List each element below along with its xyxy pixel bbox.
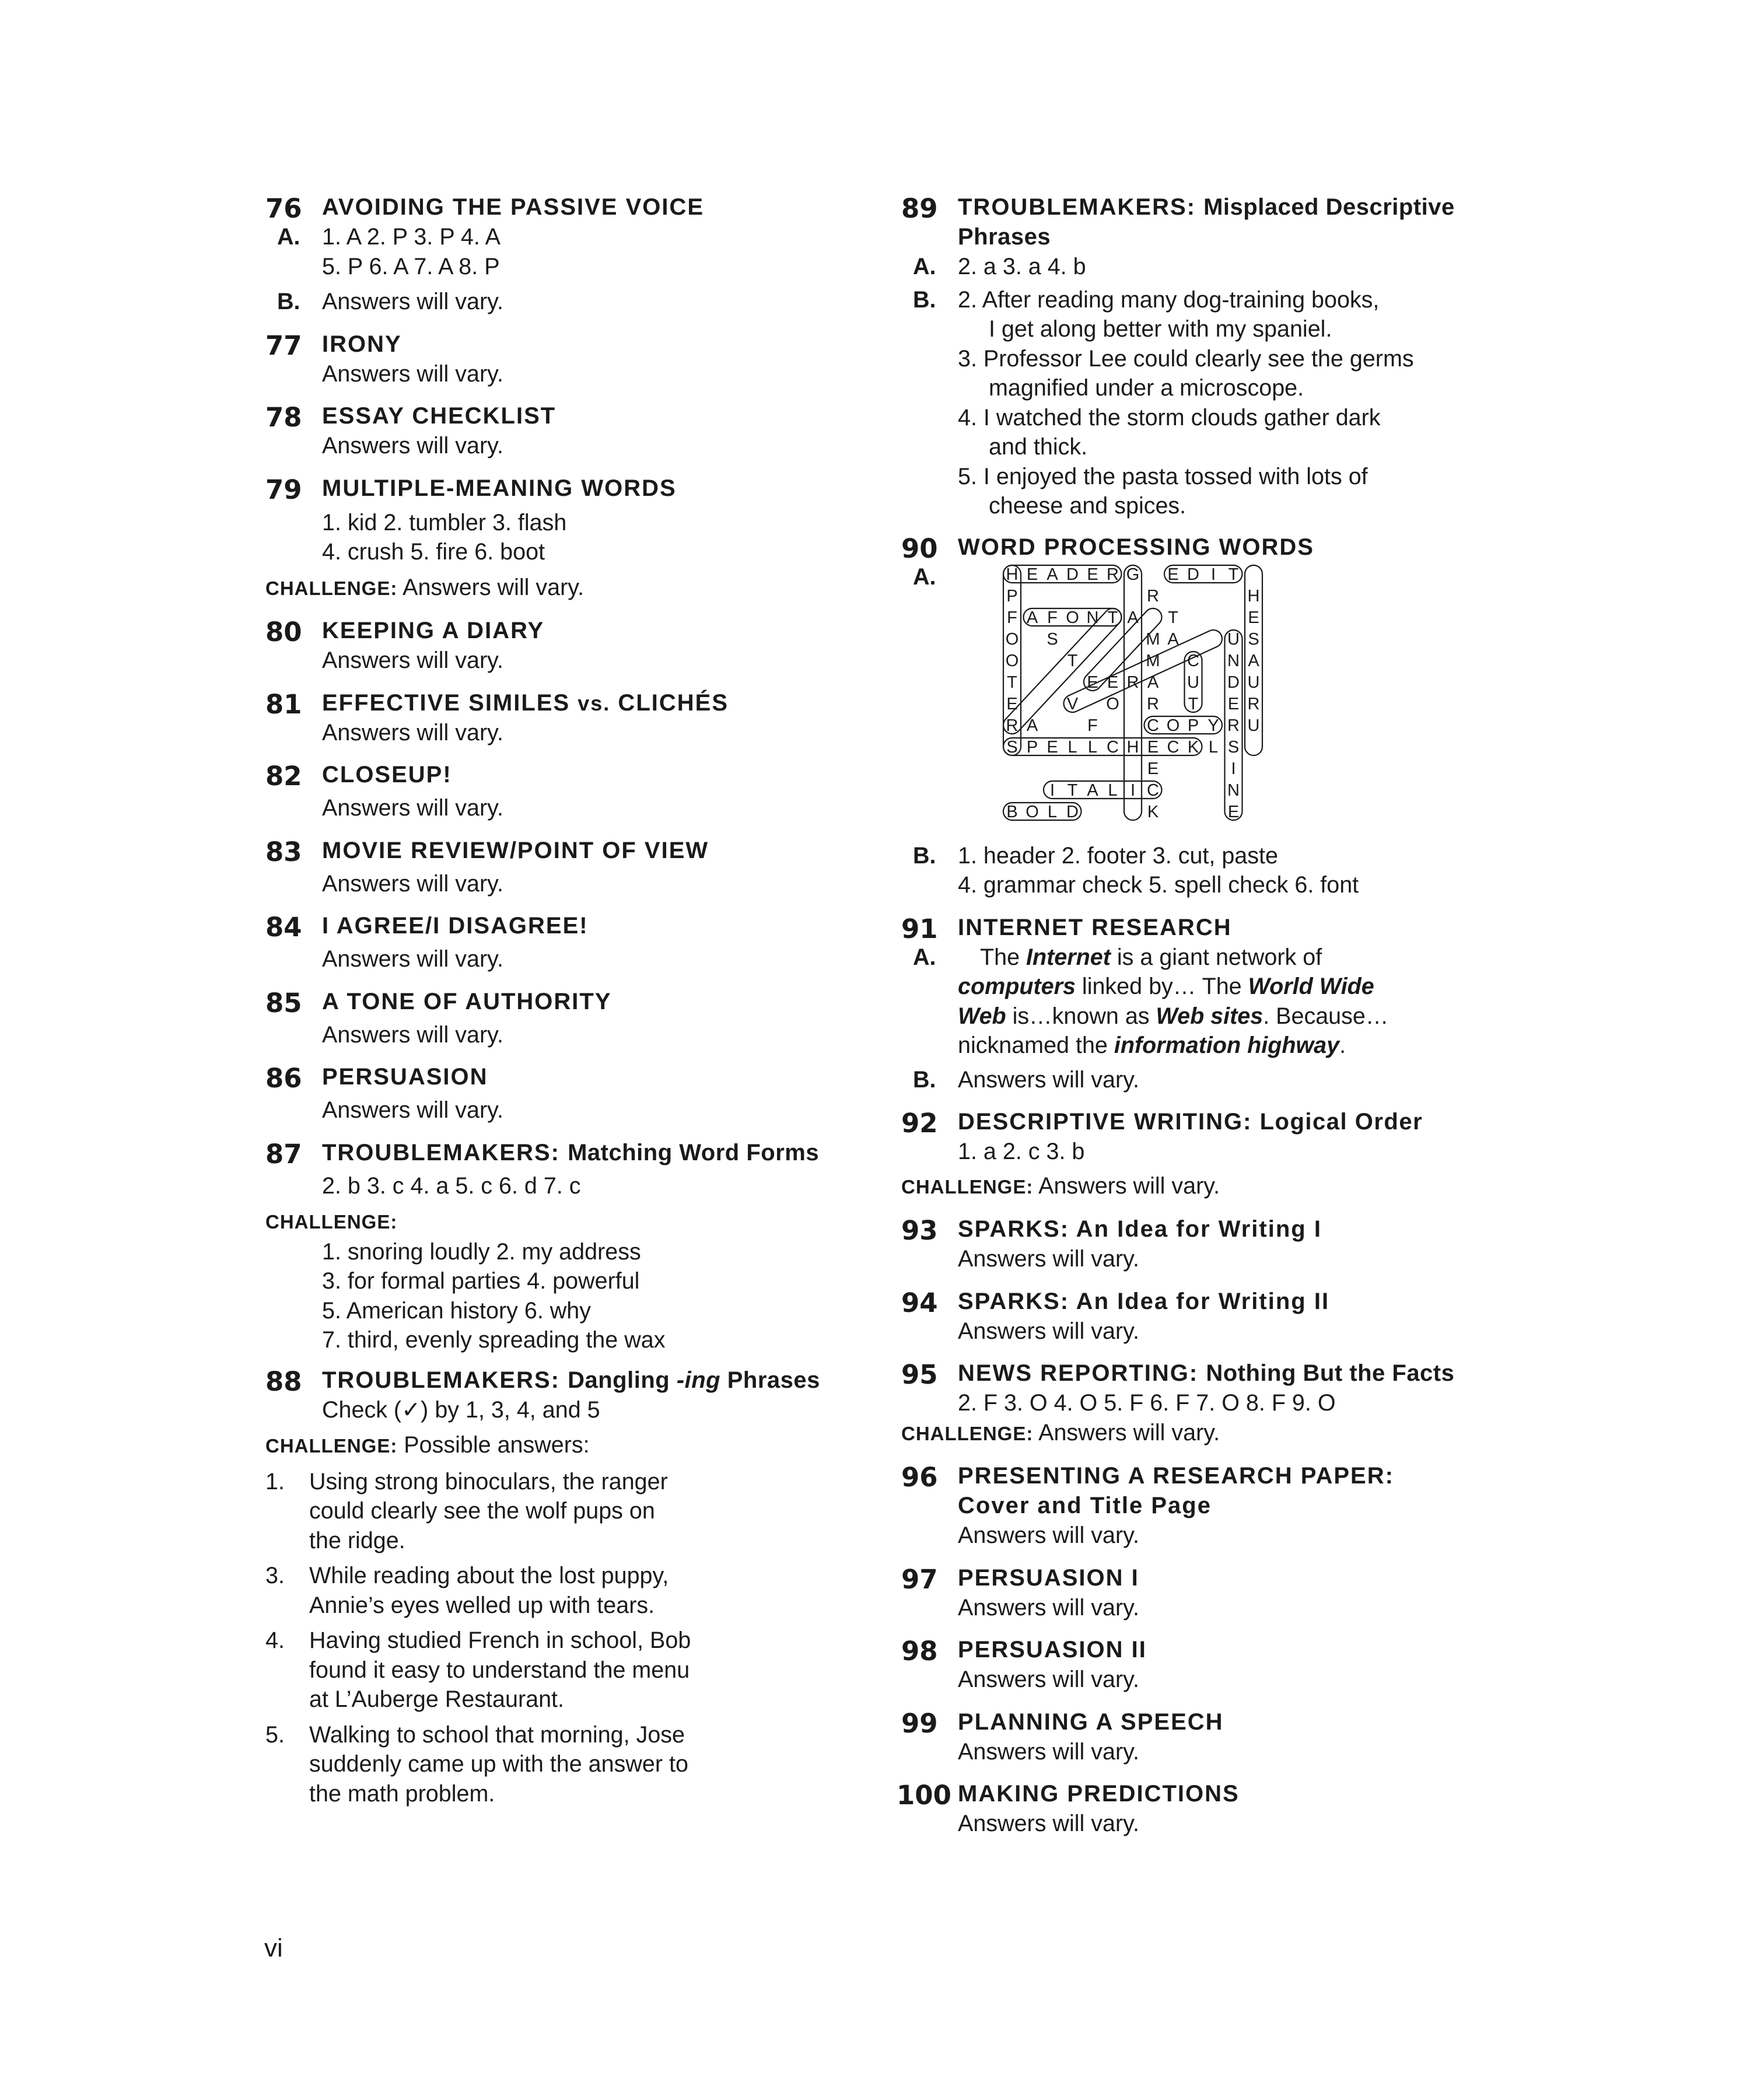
entry-title: AVOIDING THE PASSIVE VOICE <box>322 194 705 220</box>
answer-line: Answers will vary. <box>322 1097 503 1123</box>
entry-title: PRESENTING A RESEARCH PAPER: <box>958 1463 1394 1489</box>
grid-letter: D <box>1227 673 1240 692</box>
grid-letter: T <box>1168 608 1178 627</box>
grid-letter: R <box>1107 565 1119 584</box>
grid-letter: K <box>1187 737 1199 757</box>
answer-line: Answers will vary. <box>958 1738 1139 1765</box>
grid-letter: T <box>1007 673 1017 692</box>
answer-line: 2. b 3. c 4. a 5. c 6. d 7. c <box>322 1172 581 1199</box>
entry-title: SPARKS: An Idea for Writing I <box>958 1216 1322 1242</box>
grid-letter: S <box>1006 737 1018 757</box>
grid-letter: L <box>1047 802 1058 821</box>
grid-letter: E <box>1227 802 1240 821</box>
answer-line: 4. I watched the storm clouds gather dark <box>958 404 1381 430</box>
entry-number: 92 <box>901 1108 938 1139</box>
entry-94 <box>901 1287 1514 1346</box>
entry-title: EFFECTIVE SIMILES vs. CLICHÉS <box>322 690 729 716</box>
grid-letter: T <box>1067 780 1078 800</box>
grid-letter: F <box>1087 716 1098 735</box>
answer-line: 1. kid 2. tumbler 3. flash <box>322 509 567 536</box>
grid-letter: R <box>1147 694 1159 713</box>
answer-line: Answers will vary. <box>958 1246 1139 1272</box>
grid-letter: C <box>1107 737 1119 757</box>
grid-letter: R <box>1227 716 1240 735</box>
entry-number: 78 <box>265 402 302 433</box>
grid-letter: F <box>1047 608 1058 627</box>
entry-number: 86 <box>265 1063 302 1094</box>
answer-paragraph: computers linked by… The World Wide <box>958 974 1374 999</box>
entry-number: 83 <box>265 836 302 867</box>
answer-line: B. Answers will vary. <box>913 1066 1139 1093</box>
entry-number: 76 <box>265 193 302 224</box>
grid-letter: F <box>1007 608 1017 627</box>
entry-98 <box>901 1635 1514 1695</box>
entry-number: 79 <box>265 474 302 505</box>
grid-letter: H <box>1126 737 1139 757</box>
grid-letter: E <box>1087 565 1098 584</box>
grid-letter: I <box>1049 780 1055 800</box>
grid-letter: P <box>1026 737 1038 757</box>
entry-number: 88 <box>265 1366 302 1397</box>
grid-letter: O <box>1005 629 1019 649</box>
entry-title: DESCRIPTIVE WRITING: Logical Order <box>958 1109 1423 1135</box>
entry-title: TROUBLEMAKERS: Matching Word Forms <box>322 1139 820 1166</box>
answer-line: 5. P 6. A 7. A 8. P <box>322 253 500 279</box>
grid-letter: L <box>1087 737 1098 757</box>
grid-letter: R <box>1247 694 1260 713</box>
right-column <box>897 192 1514 1839</box>
entry-86 <box>265 1062 895 1125</box>
answer-line: 4. crush 5. fire 6. boot <box>322 539 545 565</box>
grid-letter: K <box>1147 802 1159 821</box>
word-search-puzzle <box>1002 562 1264 836</box>
answer-paragraph: nicknamed the information highway. <box>958 1032 1346 1058</box>
grid-letter: O <box>1026 802 1039 821</box>
grid-letter: V <box>1066 694 1079 713</box>
answer-line: Answers will vary. <box>958 1522 1139 1548</box>
entry-76 <box>265 192 895 317</box>
answer-line: Answers will vary. <box>322 1021 503 1048</box>
grid-letter: O <box>1066 608 1079 627</box>
challenge-line: CHALLENGE: <box>265 1211 398 1233</box>
answer-line: cheese and spices. <box>989 493 1186 519</box>
answer-line: Check (✓) by 1, 3, 4, and 5 <box>322 1396 600 1423</box>
answer-line: Answers will vary. <box>322 795 503 821</box>
grid-letter: L <box>1208 737 1219 757</box>
grid-letter: I <box>1231 759 1236 778</box>
answer-line: B. Answers will vary. <box>277 289 503 314</box>
grid-letter: E <box>1087 673 1098 692</box>
entry-91 <box>901 913 1514 1095</box>
challenge-line: CHALLENGE: Answers will vary. <box>901 1172 1220 1199</box>
grid-letter: A <box>1248 651 1259 670</box>
answer-line: 3. for formal parties 4. powerful <box>322 1268 640 1294</box>
grid-letter: U <box>1247 673 1260 692</box>
grid-letter: S <box>1046 629 1058 649</box>
entry-title: MOVIE REVIEW/POINT OF VIEW <box>322 837 709 863</box>
answer-line: Answers will vary. <box>958 1667 1139 1692</box>
entry-number: 97 <box>901 1563 938 1595</box>
answer-line: 3. Professor Lee could clearly see the germs <box>958 345 1414 372</box>
grid-letter: E <box>1006 694 1018 713</box>
grid-letter: G <box>1126 565 1140 584</box>
entry-title: WORD PROCESSING WORDS <box>958 534 1314 560</box>
grid-letter: R <box>1126 673 1139 692</box>
entry-number: 82 <box>265 761 302 792</box>
entry-77 <box>265 330 895 389</box>
entry-number: 98 <box>901 1636 938 1667</box>
answer-line: I get along better with my spaniel. <box>989 316 1332 342</box>
entry-84 <box>265 911 895 974</box>
answer-line: A. 2. a 3. a 4. b <box>913 254 1086 279</box>
entry-number: 84 <box>265 912 302 943</box>
entry-title-line2: Phrases <box>958 224 1051 250</box>
grid-letter: N <box>1227 651 1240 670</box>
answer-line: Answers will vary. <box>322 870 503 897</box>
entry-title-line2: Cover and Title Page <box>958 1493 1212 1518</box>
grid-letter: A <box>1127 608 1139 627</box>
grid-letter: E <box>1046 737 1058 757</box>
grid-letter: L <box>1068 737 1077 757</box>
challenge-line: CHALLENGE: Answers will vary. <box>901 1419 1220 1446</box>
answer-paragraph: A. The Internet is a giant network of <box>913 944 1322 970</box>
grid-letter: O <box>1166 716 1180 735</box>
grid-letter: U <box>1227 629 1240 649</box>
grid-letter: T <box>1107 608 1118 627</box>
entry-number: 85 <box>265 987 302 1019</box>
grid-letter: T <box>1067 651 1078 670</box>
entry-number: 90 <box>901 533 938 564</box>
grid-letter: I <box>1210 565 1216 584</box>
grid-letter: O <box>1106 694 1119 713</box>
grid-letter: A <box>1026 608 1038 627</box>
entry-83 <box>265 836 895 899</box>
grid-letter: I <box>1130 780 1136 800</box>
entry-number: 80 <box>265 617 302 648</box>
entry-number: 99 <box>901 1707 938 1739</box>
grid-letter: D <box>1066 565 1079 584</box>
grid-letter: Y <box>1208 716 1219 735</box>
entry-title: KEEPING A DIARY <box>322 618 545 643</box>
grid-letter: A <box>1167 629 1179 649</box>
grid-letter: A <box>1147 673 1159 692</box>
answer-line: Answers will vary. <box>958 1811 1139 1836</box>
grid-letter: E <box>1026 565 1038 584</box>
grid-letter: S <box>1248 629 1259 649</box>
answer-line: 5. I enjoyed the pasta tossed with lots of <box>958 463 1368 489</box>
word-loop <box>1002 604 1125 737</box>
entry-number: 91 <box>901 913 938 944</box>
list-item: 3. While reading about the lost puppy, Annie’s eyes welled up with tears. <box>265 1563 669 1618</box>
entry-90: 90 WORD PROCESSING WORDS A. H E A D E R G E D I T P R H F A F O N T A T E O S M A U S O T M C N A T E E R A U D U E V O R T E R R A F C O P Y R U S P E L L C H E C K L S E I I T A L I C N B O L D K E B. 1. header 2. footer 3. cut, paste 4. grammar check 5. spell check 6. font <box>901 533 1514 900</box>
page-number: vi <box>264 1934 283 1962</box>
entry-title: A TONE OF AUTHORITY <box>322 988 612 1014</box>
grid-letter: M <box>1146 629 1160 649</box>
challenge-line: CHALLENGE: Possible answers: <box>265 1432 590 1458</box>
grid-letter: A <box>1026 716 1038 735</box>
entry-title: NEWS REPORTING: Nothing But the Facts <box>958 1360 1455 1386</box>
entry-number: 93 <box>901 1215 938 1246</box>
grid-letter: U <box>1247 716 1260 735</box>
grid-letter: E <box>1107 673 1119 692</box>
grid-letter: U <box>1187 673 1199 692</box>
entry-title: PERSUASION <box>322 1064 488 1090</box>
list-item: 1. Using strong binoculars, the ranger could clearly see the wolf pups on the ridge. <box>265 1468 668 1553</box>
list-item: 5. Walking to school that morning, Jose suddenly came up with the answer to the math problem. <box>265 1721 688 1807</box>
entry-87 <box>265 1138 895 1355</box>
grid-letter: E <box>1248 608 1259 627</box>
answer-line: Answers will vary. <box>322 719 503 746</box>
grid-letter: E <box>1147 759 1159 778</box>
grid-letter: T <box>1228 565 1239 584</box>
entry-number: 100 <box>897 1780 951 1811</box>
grid-letter: D <box>1066 802 1079 821</box>
entry-title: INTERNET RESEARCH <box>958 914 1232 940</box>
entry-80 <box>265 616 895 676</box>
answer-paragraph: Web is…known as Web sites. Because… <box>958 1003 1389 1029</box>
entry-title: SPARKS: An Idea for Writing II <box>958 1288 1330 1314</box>
grid-letter: L <box>1108 780 1118 800</box>
answer-line: 4. grammar check 5. spell check 6. font <box>958 872 1359 898</box>
grid-letter: C <box>1167 737 1180 757</box>
answer-line: Answers will vary. <box>322 946 503 972</box>
answer-line: 1. a 2. c 3. b <box>958 1139 1085 1164</box>
answer-line: Answers will vary. <box>958 1318 1139 1344</box>
entry-92 <box>901 1107 1514 1202</box>
entry-number: 94 <box>901 1287 938 1318</box>
answer-line: B. 2. After reading many dog-training books, <box>913 286 1380 313</box>
grid-letter: E <box>1167 565 1179 584</box>
entry-title: PLANNING A SPEECH <box>958 1709 1224 1735</box>
grid-letter: B <box>1006 802 1018 821</box>
grid-letter: E <box>1227 694 1240 713</box>
entry-title: PERSUASION I <box>958 1564 1139 1591</box>
grid-letter: C <box>1187 651 1199 670</box>
entry-title: ESSAY CHECKLIST <box>322 403 556 429</box>
entry-82 <box>265 760 895 823</box>
grid-letter: R <box>1006 716 1019 735</box>
grid-letter: P <box>1006 586 1018 606</box>
grid-letter: A <box>1087 780 1098 800</box>
entry-title: MULTIPLE-MEANING WORDS <box>322 475 677 501</box>
answer-line: and thick. <box>989 434 1088 460</box>
grid-letter: H <box>1006 565 1019 584</box>
entry-title: CLOSEUP! <box>322 762 452 788</box>
grid-letter: A <box>1046 565 1058 584</box>
grid-letter: C <box>1147 780 1159 800</box>
entry-100 <box>897 1779 1514 1839</box>
entry-85 <box>265 987 895 1050</box>
entry-93 <box>901 1214 1514 1274</box>
grid-letter: N <box>1227 780 1240 800</box>
entry-title: I AGREE/I DISAGREE! <box>322 913 589 939</box>
entry-96 <box>901 1461 1514 1550</box>
list-item: 4. Having studied French in school, Bob found it easy to understand the menu at L’Auberge Restaurant. <box>265 1628 691 1712</box>
answer-line: Answers will vary. <box>958 1594 1139 1620</box>
entry-number: 95 <box>901 1359 938 1390</box>
grid-letter: T <box>1188 694 1199 713</box>
answer-line: 2. F 3. O 4. O 5. F 6. F 7. O 8. F 9. O <box>958 1390 1336 1416</box>
answer-line: 1. snoring loudly 2. my address <box>322 1238 641 1265</box>
grid-letter: C <box>1147 716 1159 735</box>
entry-95 <box>901 1359 1514 1448</box>
answer-line: 5. American history 6. why <box>322 1297 592 1324</box>
entry-81 <box>265 688 895 748</box>
entry-title: TROUBLEMAKERS: Dangling -ing Phrases <box>322 1367 820 1393</box>
grid-letter: S <box>1227 737 1240 757</box>
challenge-line: CHALLENGE: Answers will vary. <box>265 574 584 600</box>
entry-89 <box>901 192 1514 521</box>
grid-letter: D <box>1187 565 1199 584</box>
grid-letter: H <box>1247 586 1260 606</box>
entry-99 <box>901 1707 1514 1767</box>
entry-number: 96 <box>901 1462 938 1493</box>
entry-title: TROUBLEMAKERS: Misplaced Descriptive <box>958 194 1455 220</box>
answer-line: 7. third, evenly spreading the wax <box>322 1327 666 1353</box>
left-column <box>265 192 895 1808</box>
word-loop <box>1044 781 1162 799</box>
entry-88 <box>265 1366 895 1809</box>
entry-number: 77 <box>265 330 302 361</box>
answer-line: Answers will vary. <box>322 433 503 459</box>
entry-78 <box>265 401 895 461</box>
entry-number: 81 <box>265 688 302 720</box>
grid-letter: N <box>1086 608 1099 627</box>
entry-97 <box>901 1563 1514 1623</box>
entry-title: IRONY <box>322 331 402 357</box>
grid-letter: M <box>1146 651 1160 670</box>
answer-line: Answers will vary. <box>322 360 503 387</box>
entry-number: 87 <box>265 1138 302 1170</box>
grid-letter: R <box>1147 586 1159 606</box>
grid-letter: P <box>1187 716 1199 735</box>
answer-line: B. 1. header 2. footer 3. cut, paste <box>913 842 1278 869</box>
entry-title: PERSUASION II <box>958 1637 1147 1662</box>
entry-title: MAKING PREDICTIONS <box>958 1781 1240 1807</box>
entry-79 <box>265 474 895 604</box>
grid-letter: E <box>1147 737 1159 757</box>
answer-line: Answers will vary. <box>322 648 503 673</box>
answer-line: magnified under a microscope. <box>989 375 1304 401</box>
grid-letter: O <box>1005 651 1019 670</box>
answer-line: A. 1. A 2. P 3. P 4. A <box>277 224 501 250</box>
entry-number: 89 <box>901 193 938 224</box>
